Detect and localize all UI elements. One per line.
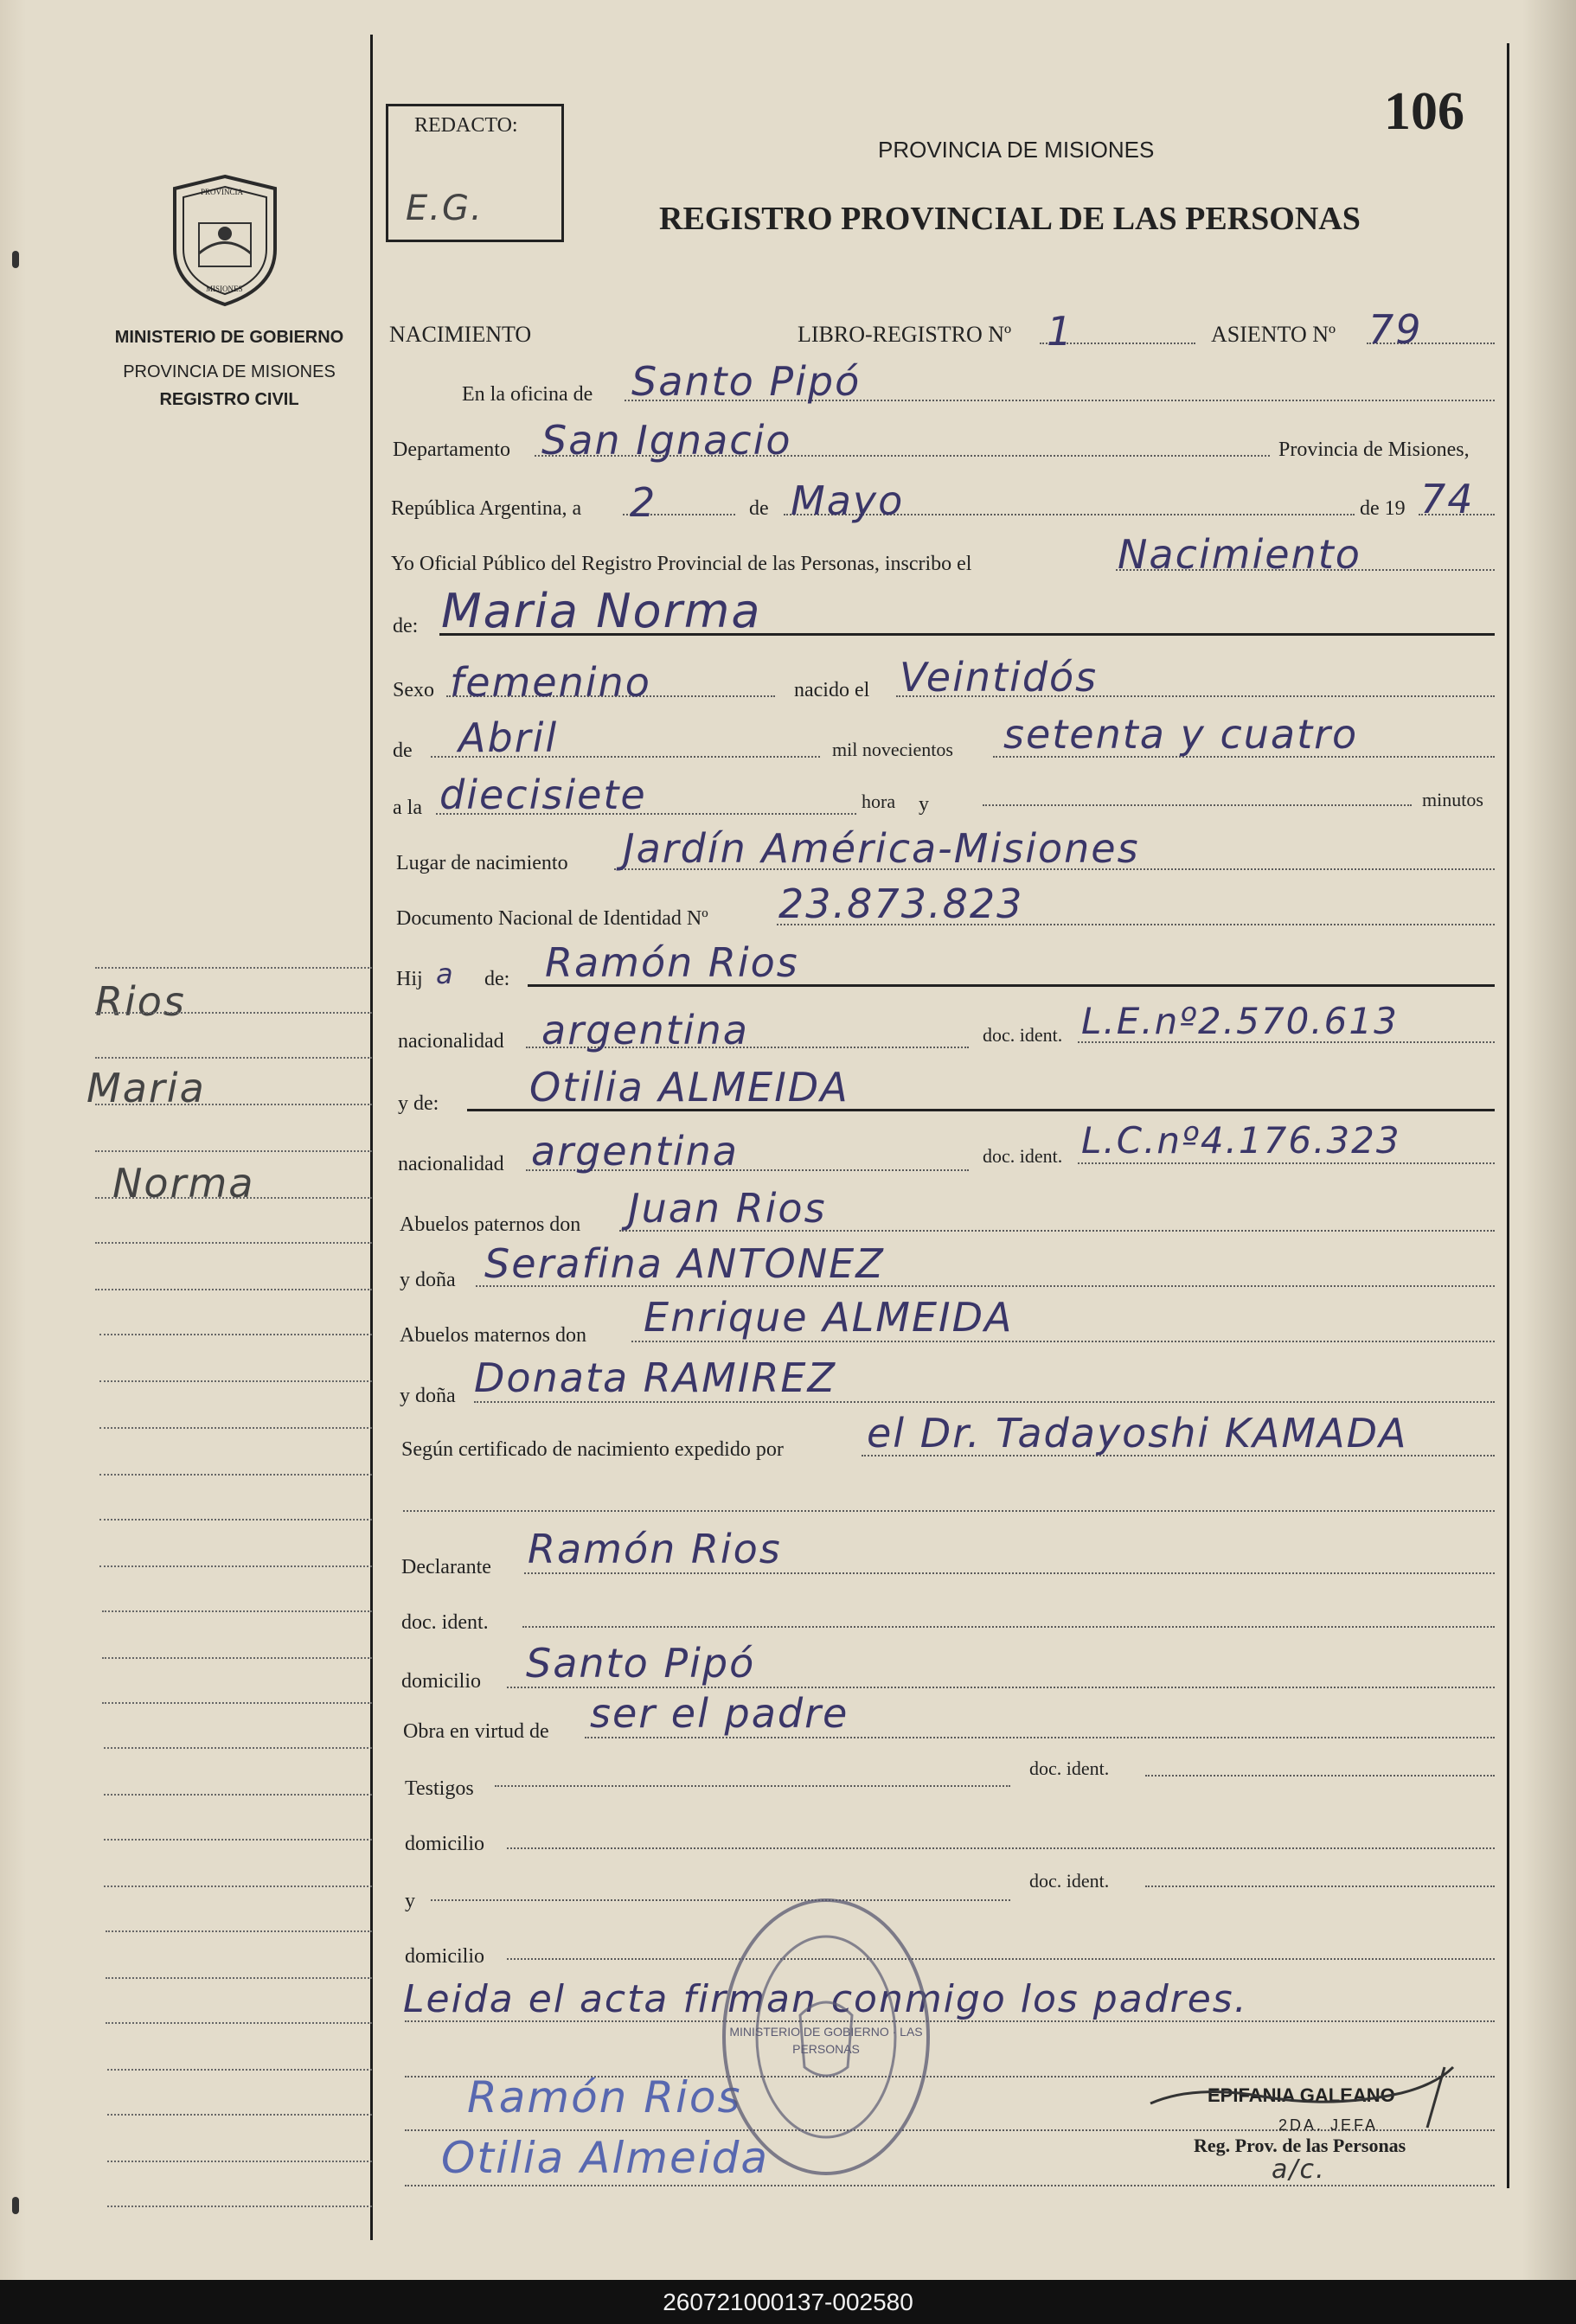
sidebar-line	[95, 1197, 372, 1199]
registered-name: Maria Norma	[441, 584, 762, 638]
abuelos-paternos-label: Abuelos paternos don	[400, 1213, 581, 1236]
sidebar-line	[102, 1657, 372, 1659]
testigo-2-domicilio-label: domicilio	[405, 1945, 484, 1968]
archive-id-footer: 260721000137-002580	[0, 2280, 1576, 2324]
madre-doc-value: L.C.nº4.176.323	[1081, 1119, 1401, 1162]
official-office: Reg. Prov. de las Personas	[1194, 2135, 1406, 2156]
frame-left-line	[370, 35, 373, 2240]
abuelo-materno-value: Enrique ALMEIDA	[644, 1294, 1014, 1341]
sidebar-line	[95, 1057, 372, 1059]
sidebar-line	[99, 1380, 372, 1382]
sidebar-line	[99, 1565, 372, 1567]
sidebar-line	[95, 1289, 372, 1290]
libro-label: LIBRO-REGISTRO Nº	[798, 322, 1012, 347]
closing-statement: Leida el acta firman conmigo los padres.	[403, 1977, 1248, 2021]
registry-label: REGISTRO CIVIL	[159, 390, 299, 409]
oficina-value: Santo Pipó	[631, 358, 862, 405]
testigo-1-domicilio-field-line	[507, 1847, 1495, 1849]
month-de-label: de	[749, 497, 769, 520]
a-la-label: a la	[393, 797, 422, 819]
testigo-1-doc-label: doc. ident.	[1029, 1757, 1110, 1779]
sidebar-line	[95, 1012, 372, 1014]
abuela-materna-label: y doña	[400, 1385, 456, 1407]
inscribo-value: Nacimiento	[1118, 531, 1361, 578]
padre-nacionalidad-label: nacionalidad	[398, 1030, 504, 1053]
sidebar-line	[99, 1519, 372, 1521]
year-value: 74	[1420, 476, 1475, 522]
declarante-doc-field-line	[522, 1626, 1495, 1628]
republica-label: República Argentina, a	[391, 497, 582, 520]
abuelos-maternos-label: Abuelos maternos don	[400, 1324, 586, 1347]
minutos-field-line	[983, 804, 1412, 806]
sidebar-line	[99, 1474, 372, 1476]
sidebar-line	[106, 1930, 372, 1932]
madre-nacionalidad-label: nacionalidad	[398, 1153, 504, 1175]
testigo-1-doc-field-line	[1145, 1775, 1495, 1777]
declarante-domicilio-field-line	[507, 1687, 1495, 1688]
testigo-1-field-line	[495, 1785, 1010, 1787]
sidebar-line	[95, 1104, 372, 1105]
dni-label: Documento Nacional de Identidad Nº	[396, 907, 708, 930]
declarante-label: Declarante	[401, 1556, 491, 1578]
binding-hole	[12, 251, 19, 268]
padre-doc-value: L.E.nº2.570.613	[1081, 1000, 1399, 1042]
certificado-continuation-line	[403, 1510, 1495, 1512]
ministry-label: MINISTERIO DE GOBIERNO	[114, 328, 344, 347]
hij-de-label: de:	[484, 968, 510, 990]
certificado-value: el Dr. Tadayoshi KAMADA	[867, 1410, 1408, 1457]
padre-nacionalidad-value: argentina	[541, 1007, 749, 1053]
padre-doc-label: doc. ident.	[983, 1024, 1063, 1046]
testigo-2-doc-label: doc. ident.	[1029, 1870, 1110, 1892]
declarante-domicilio-value: Santo Pipó	[526, 1640, 756, 1687]
month-value: Mayo	[791, 477, 905, 524]
round-stamp-text: MINISTERIO DE GOBIERNO · LAS PERSONAS	[729, 2025, 923, 2056]
mil-novecientos-label: mil novecientos	[832, 739, 953, 760]
declarante-doc-label: doc. ident.	[401, 1611, 489, 1634]
sidebar-line	[104, 1839, 372, 1841]
page-number: 106	[1384, 82, 1464, 141]
seal-text-bottom: MISIONES	[206, 285, 243, 293]
testigo-2-y-label: y	[405, 1890, 415, 1912]
sidebar-line	[102, 1702, 372, 1704]
sidebar-line	[107, 2114, 372, 2116]
madre-doc-label: doc. ident.	[983, 1145, 1063, 1167]
hij-suffix: a	[436, 957, 455, 990]
redacto-label: REDACTO:	[414, 114, 518, 137]
mes-nacimiento-label: de	[393, 739, 413, 762]
madre-doc-field-line	[1078, 1162, 1495, 1164]
official-signature-flourish-icon	[1142, 2058, 1488, 2136]
provincia-suffix: Provincia de Misiones,	[1278, 439, 1470, 461]
closing-line-4	[405, 2185, 1495, 2186]
header-province: PROVINCIA DE MISIONES	[878, 137, 1155, 163]
obra-label: Obra en virtud de	[403, 1720, 549, 1743]
oficina-label: En la oficina de	[462, 383, 593, 406]
abuelo-materno-field-line	[631, 1341, 1495, 1342]
libro-value: 1	[1047, 308, 1074, 355]
abuelo-paterno-value: Juan Rios	[628, 1185, 827, 1232]
sexo-value: femenino	[450, 659, 651, 706]
mes-nacimiento-value: Abril	[458, 714, 559, 761]
header-title: REGISTRO PROVINCIAL DE LAS PERSONAS	[659, 201, 1361, 237]
testigos-label: Testigos	[405, 1777, 474, 1800]
nacido-label: nacido el	[794, 679, 870, 701]
hij-label: Hij	[396, 968, 423, 990]
closing-line-1	[405, 2020, 1495, 2022]
y-minutos-label: y	[919, 793, 929, 816]
sidebar-line	[107, 2161, 372, 2162]
sidebar-line	[102, 1610, 372, 1612]
declarante-domicilio-label: domicilio	[401, 1670, 481, 1693]
official-initials: a/c.	[1272, 2154, 1326, 2185]
madre-value: Otilia ALMEIDA	[529, 1064, 849, 1111]
hora-label: hora	[862, 791, 896, 812]
oficial-statement: Yo Oficial Público del Registro Provincial de las Personas, inscribo el	[391, 553, 972, 575]
sidebar-line	[104, 1885, 372, 1887]
sidebar-line	[95, 1150, 372, 1152]
name-de-label: de:	[393, 615, 419, 637]
madre-nacionalidad-value: argentina	[531, 1128, 739, 1175]
frame-right-line	[1507, 43, 1509, 2188]
declarante-value: Ramón Rios	[528, 1526, 782, 1572]
abuela-paterna-label: y doña	[400, 1269, 456, 1291]
sidebar-line	[95, 967, 372, 969]
redacto-initials: E.G.	[406, 189, 484, 228]
binding-hole	[12, 2197, 19, 2214]
sidebar-line	[99, 1427, 372, 1429]
abuela-materna-field-line	[474, 1401, 1495, 1403]
testigo-1-domicilio-label: domicilio	[405, 1833, 484, 1855]
father-signature: Ramón Rios	[467, 2072, 742, 2122]
departamento-value: San Ignacio	[541, 417, 792, 464]
dni-value: 23.873.823	[778, 880, 1024, 927]
margin-note-surname: Rios	[95, 978, 186, 1025]
abuela-materna-value: Donata RAMIREZ	[474, 1354, 836, 1401]
round-registry-stamp	[718, 1894, 934, 2180]
official-name: EPIFANIA GALEANO	[1208, 2084, 1395, 2106]
asiento-value: 79	[1368, 306, 1423, 353]
seal-text-top: PROVINCIA	[201, 188, 244, 196]
minutos-label: minutos	[1422, 789, 1483, 810]
official-role: 2DA. JEFA	[1278, 2116, 1379, 2134]
sidebar-line	[107, 2206, 372, 2207]
sidebar-line	[107, 2069, 372, 2071]
sexo-label: Sexo	[393, 679, 434, 701]
sidebar-line	[106, 1977, 372, 1979]
testigo-2-doc-field-line	[1145, 1885, 1495, 1887]
asiento-label: ASIENTO Nº	[1211, 322, 1336, 347]
record-type-label: NACIMIENTO	[389, 322, 532, 347]
day-value: 2	[630, 479, 657, 526]
sidebar-line	[104, 1794, 372, 1796]
hora-value: diecisiete	[439, 771, 647, 818]
padre-value: Ramón Rios	[545, 939, 799, 986]
sidebar-line	[106, 2022, 372, 2024]
redacto-box	[386, 104, 564, 242]
sidebar-line	[95, 1242, 372, 1244]
year-label: de 19	[1360, 497, 1406, 520]
lugar-nacimiento-label: Lugar de nacimiento	[396, 852, 568, 874]
province-label: PROVINCIA DE MISIONES	[123, 362, 336, 381]
madre-y-de-label: y de:	[398, 1092, 439, 1115]
nacido-value: Veintidós	[900, 654, 1099, 701]
lugar-value: Jardín América-Misiones	[623, 825, 1140, 872]
margin-note-first-name: Maria	[86, 1065, 206, 1111]
declarante-field-line	[524, 1572, 1495, 1574]
sidebar-line	[99, 1334, 372, 1335]
obra-value: ser el padre	[590, 1690, 849, 1737]
abuela-paterna-value: Serafina ANTONEZ	[484, 1240, 885, 1287]
margin-note-second-name: Norma	[112, 1160, 255, 1207]
obra-field-line	[585, 1737, 1495, 1738]
anio-nacimiento-value: setenta y cuatro	[1003, 711, 1359, 758]
mother-signature: Otilia Almeida	[441, 2133, 770, 2183]
testigo-2-domicilio-field-line	[507, 1958, 1495, 1960]
departamento-label: Departamento	[393, 439, 510, 461]
certificado-label: Según certificado de nacimiento expedido por	[401, 1438, 784, 1461]
sidebar-line	[104, 1747, 372, 1749]
